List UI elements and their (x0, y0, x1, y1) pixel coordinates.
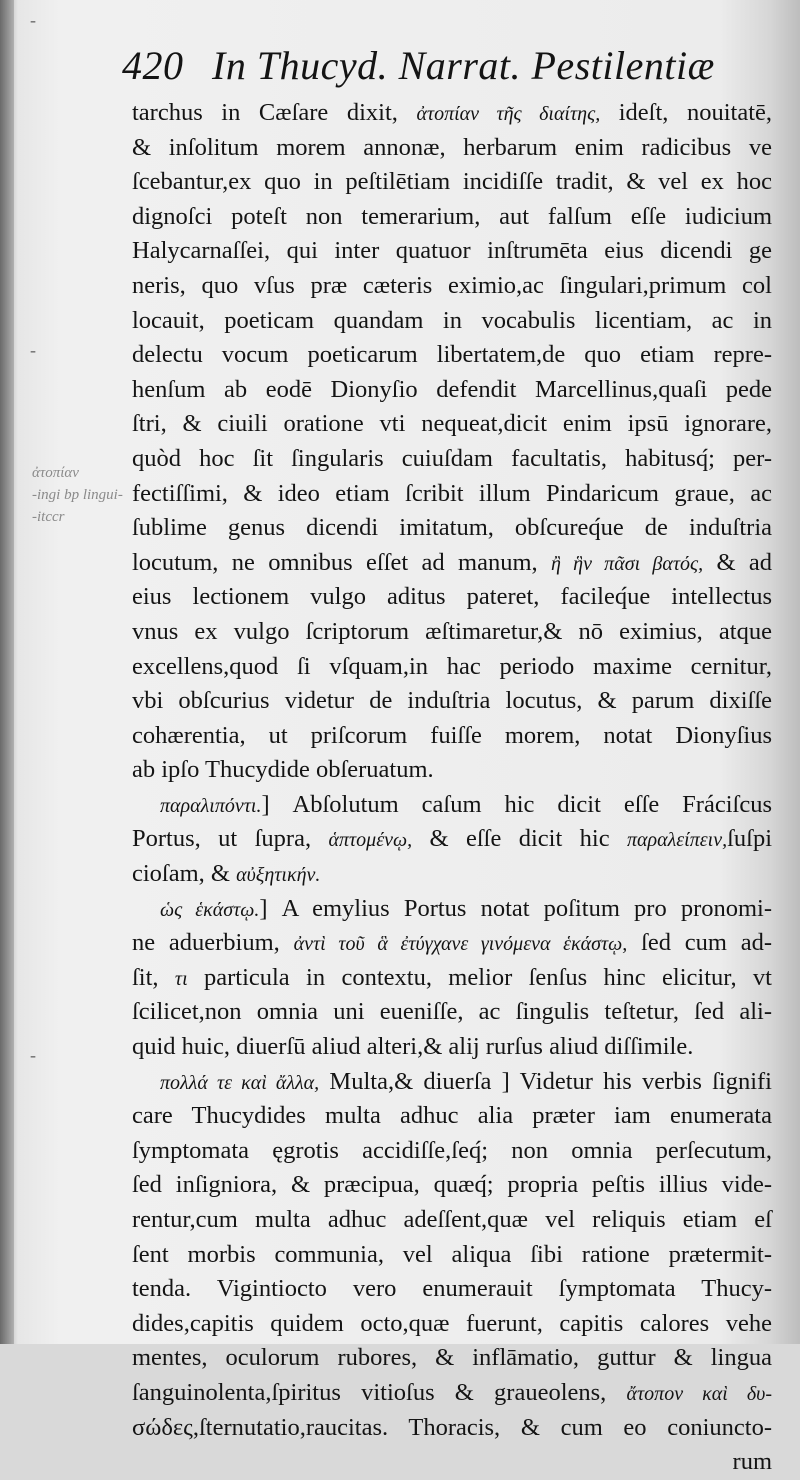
text-line (132, 753, 772, 788)
latin-text: ſuſpi (727, 825, 772, 853)
latin-text: fectiſſimi, & ideo etiam ſcribit illum Pindaricum graue, ac (132, 479, 772, 507)
latin-text: ab ipſo Thucydide obſeruatum. (132, 756, 434, 784)
greek-phrase: αὐξητικήν. (236, 864, 321, 887)
latin-text: cohærentia, ut priſcorum fuiſſe morem, notat Dionyſius (132, 721, 772, 749)
text-line (132, 442, 772, 477)
latin-text: ideſt, nouitatē, (600, 99, 772, 126)
text-line (132, 165, 772, 200)
text-line (132, 1272, 772, 1307)
text-line (132, 615, 772, 650)
latin-text: particula in contextu, melior ſenſus hinc elicitur, vt (187, 963, 772, 991)
latin-text: care Thucydides multa adhuc alia præter iam enumerata (132, 1102, 772, 1130)
text-line (132, 961, 772, 996)
text-line (132, 407, 772, 442)
greek-phrase: παραλιπόντι. (160, 794, 262, 817)
text-line (132, 1411, 772, 1446)
latin-text: ſcebantur,ex quo in peſtilētiam incidiſſe tradit, & vel ex hoc (132, 168, 772, 196)
margin-mark: - (30, 1045, 36, 1065)
latin-text: rum (732, 1448, 772, 1476)
text-line (132, 650, 772, 685)
text-line (132, 304, 772, 339)
greek-phrase: ὡς ἑκάστῳ. (160, 898, 260, 921)
text-line (132, 1445, 772, 1480)
margin-note-line: -ingi bp lingui- (32, 487, 123, 503)
greek-phrase: ἄτοπον καὶ δυ- (626, 1382, 773, 1405)
text-line (132, 1099, 772, 1134)
text-line (132, 1341, 772, 1376)
text-line (132, 511, 772, 546)
latin-text: dignoſci poteſt non temerarium, aut falſum eſſe iudicium (132, 202, 772, 230)
latin-text: dides,capitis quidem octo,quæ fuerunt, capitis calores vehe (132, 1309, 772, 1337)
latin-text: mentes, oculorum rubores, & inflāmatio, guttur & lingua (132, 1344, 772, 1372)
text-line (132, 580, 772, 615)
latin-text: vnus ex vulgo ſcriptorum æſtimaretur,& nō eximius, atque (132, 617, 772, 645)
text-line (132, 684, 772, 719)
page-gutter-shadow (0, 0, 14, 1344)
text-line (132, 857, 772, 892)
greek-phrase: τι (174, 967, 188, 990)
text-line (132, 96, 772, 131)
margin-annotation (32, 462, 124, 528)
greek-phrase: ἢ ἣν πᾶσι βατός, (551, 552, 704, 575)
body-text (132, 96, 772, 1480)
latin-text: ſent morbis communia, vel aliqua ſibi ratione prætermit- (132, 1240, 772, 1268)
latin-text: ſcilicet,non omnia uni eueniſſe, ac ſingulis teſtetur, ſed ali- (132, 998, 772, 1026)
latin-text: ſit, (132, 963, 175, 991)
latin-text: Portus, ut ſupra, (132, 825, 329, 853)
latin-text: ſternutatio,raucitas. Thoracis, & cum eo coniuncto- (199, 1413, 772, 1441)
greek-phrase: ἀντὶ τοῦ ἃ ἐτύγχανε γινόμενα ἑκάστῳ, (293, 933, 628, 956)
latin-text: tenda. Vigintiocto vero enumerauit ſymptomata Thucy- (132, 1275, 772, 1303)
latin-text: cioſam, & (132, 860, 237, 888)
latin-text: tarchus in Cæſare dixit, (132, 99, 417, 126)
text-line (132, 269, 772, 304)
latin-text: rentur,cum multa adhuc adeſſent,quæ vel reliquis etiam eſ (132, 1206, 772, 1233)
greek-phrase: πολλά τε καὶ ἄλλα, (160, 1071, 320, 1094)
page-number: 420 (122, 43, 184, 88)
running-title: In Thucyd. Narrat. Pestilentiæ (212, 43, 715, 88)
latin-text: vbi obſcurius videtur de induſtria locutus, & parum dixiſſe (132, 687, 772, 715)
latin-text: & ad (703, 548, 772, 576)
text-line (132, 719, 772, 754)
latin-text: quòd hoc ſit ſingularis cuiuſdam facultatis, habitusq́; per- (132, 444, 772, 472)
text-line (132, 892, 772, 927)
margin-mark: - (30, 340, 36, 360)
latin-text: delectu vocum poeticarum libertatem,de quo etiam repre- (132, 341, 772, 369)
latin-text: neris, quo vſus præ cæteris eximio,ac ſingulari,primum col (132, 271, 772, 299)
text-line (132, 546, 772, 581)
latin-text: ſymptomata ęgrotis accidiſſe,ſeq́; non omnia perſecutum, (132, 1136, 772, 1164)
text-line (132, 234, 772, 269)
latin-text: σώδες, (132, 1413, 199, 1441)
text-line (132, 926, 772, 961)
text-line (132, 1238, 772, 1273)
text-line (132, 200, 772, 235)
greek-phrase: παραλείπειν, (627, 829, 728, 852)
text-line (132, 1168, 772, 1203)
text-line (132, 373, 772, 408)
latin-text: ] A emylius Portus notat poſitum pro pronomi- (259, 894, 772, 922)
text-line (132, 1203, 772, 1238)
text-line (132, 131, 772, 166)
latin-text: Multa,& diuerſa ] Videtur his verbis ſignifi (319, 1067, 772, 1095)
latin-text: & inſolitum morem annonæ, herbarum enim radicibus ve (132, 133, 772, 161)
latin-text: quid huic, diuerſū aliud alteri,& alij rurſus aliud diſſimile. (132, 1033, 694, 1061)
latin-text: Halycarnaſſei, qui inter quatuor inſtrumēta eius dicendi ge (132, 237, 772, 265)
text-line (132, 1307, 772, 1342)
latin-text: ne aduerbium, (132, 929, 294, 957)
latin-text: ſed inſigniora, & præcipua, quæq́; propria peſtis illius vide- (132, 1171, 772, 1199)
latin-text: excellens,quod ſi vſquam,in hac periodo maxime cernitur, (132, 652, 772, 680)
greek-phrase: ἁπτομένῳ, (328, 829, 413, 852)
text-line (132, 477, 772, 512)
text-line (132, 338, 772, 373)
latin-text: ſanguinolenta,ſpiritus vitioſus & graueolens, (132, 1378, 627, 1406)
latin-text: ſtri, & ciuili oratione vti nequeat,dicit enim ipsū ignorare, (132, 410, 772, 438)
latin-text: henſum ab eodē Dionyſio defendit Marcellinus,quaſi pede (132, 375, 772, 403)
latin-text: locutum, ne omnibus eſſet ad manum, (132, 548, 551, 576)
running-header (122, 40, 782, 92)
margin-note-line: ἀτοπίαν (32, 465, 79, 481)
margin-note-line: -itccr (32, 509, 65, 525)
greek-phrase: ἀτοπίαν τῆς διαίτης, (416, 103, 601, 125)
text-line (132, 995, 772, 1030)
text-line (132, 1134, 772, 1169)
latin-text: & eſſe dicit hic (412, 825, 628, 853)
latin-text: eius lectionem vulgo aditus pateret, facileq́ue intellectus (132, 583, 772, 611)
text-line (132, 1030, 772, 1065)
latin-text: ſed cum ad- (627, 929, 773, 957)
latin-text: ] Abſolutum caſum hic dicit eſſe Fráciſcus (261, 790, 772, 818)
margin-mark: - (30, 10, 36, 30)
text-line (132, 822, 772, 857)
text-line (132, 1376, 772, 1411)
text-line (132, 1065, 772, 1100)
text-line (132, 788, 772, 823)
latin-text: locauit, poeticam quandam in vocabulis licentiam, ac in (132, 306, 772, 334)
latin-text: ſublime genus dicendi imitatum, obſcureq́ue de induſtria (132, 514, 772, 542)
